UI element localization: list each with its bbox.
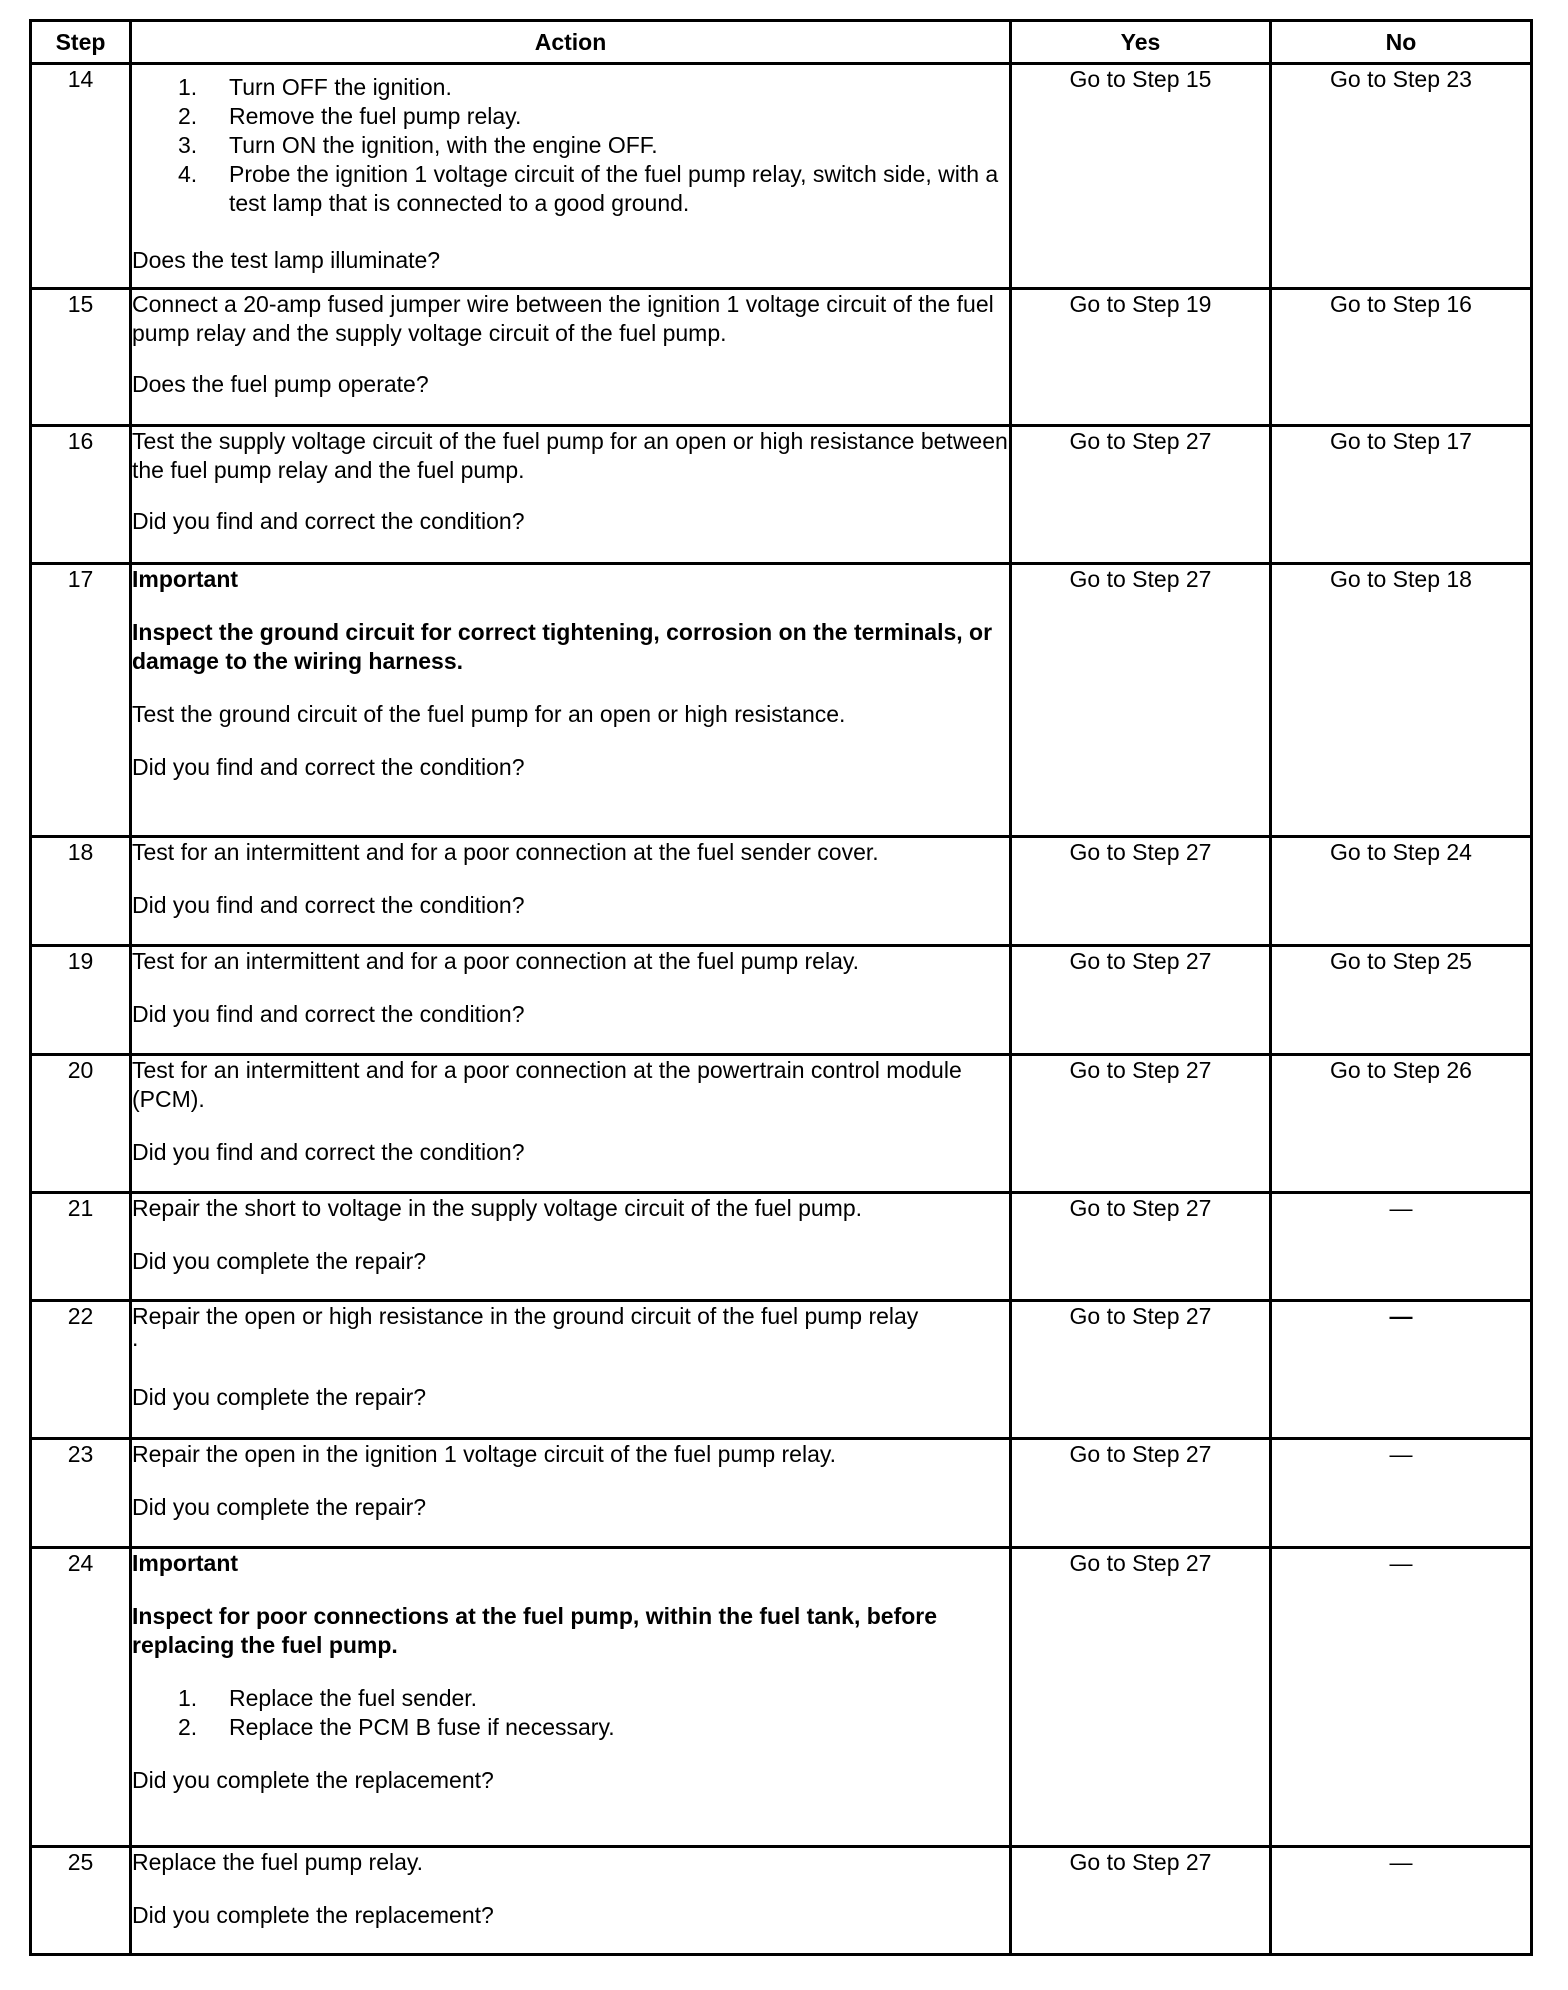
no-cell: Go to Step 18 [1271,564,1532,837]
question-text: Did you complete the replacement? [132,1902,494,1928]
action-cell [131,837,1011,946]
action-text: Test for an intermittent and for a poor connection at the powertrain control module (PCM). [132,1057,962,1112]
table-row-step-23 [31,1439,1532,1548]
important-label: Important [132,566,239,592]
yes-cell: Go to Step 27 [1011,1301,1271,1439]
list-item: 1. Turn OFF the ignition. [178,74,452,100]
header-no: No [1271,21,1532,64]
yes-cell: Go to Step 27 [1011,1847,1271,1955]
list-item: 2. Replace the PCM B fuse if necessary. [178,1714,615,1740]
numbered-list [132,1684,1009,1742]
step-number: 16 [31,426,131,564]
action-cell [131,1847,1011,1955]
question-text: Did you find and correct the condition? [132,1001,525,1027]
action-cell [131,1439,1011,1548]
step-number: 18 [31,837,131,946]
diagnostic-table [29,19,1533,1956]
action-text: Test for an intermittent and for a poor connection at the fuel sender cover. [132,839,879,865]
no-cell: Go to Step 16 [1271,289,1532,426]
yes-cell: Go to Step 19 [1011,289,1271,426]
no-cell: — [1271,1193,1532,1301]
table-row-step-21 [31,1193,1532,1301]
table-row-step-14 [31,64,1532,289]
table-row-step-25 [31,1847,1532,1955]
question-text: Does the test lamp illuminate? [132,247,441,273]
step-number: 22 [31,1301,131,1439]
no-cell: — [1271,1439,1532,1548]
list-item: 3. Turn ON the ignition, with the engine OFF. [178,132,658,158]
list-item: 4. Probe the ignition 1 voltage circuit of the fuel pump relay, switch side, with a test lamp that is connected to a good ground. [178,161,999,216]
question-text: Did you complete the repair? [132,1494,427,1520]
question-text: Did you complete the repair? [132,1248,427,1274]
action-cell [131,64,1011,289]
question-text: Did you complete the replacement? [132,1767,494,1793]
action-cell [131,289,1011,426]
important-label: Important [132,1550,239,1576]
action-text: Test the supply voltage circuit of the fuel pump for an open or high resistance between the fuel pump relay and the fuel pump. [132,428,1008,483]
action-text: Replace the fuel pump relay. [132,1849,424,1875]
list-item: 2. Remove the fuel pump relay. [178,103,522,129]
no-cell: Go to Step 25 [1271,946,1532,1055]
table-row-step-17 [31,564,1532,837]
table-row-step-15 [31,289,1532,426]
table-row-step-18 [31,837,1532,946]
table-row-step-24 [31,1548,1532,1847]
header-action: Action [131,21,1011,64]
action-cell [131,564,1011,837]
step-number: 20 [31,1055,131,1193]
question-text: Did you find and correct the condition? [132,508,525,534]
header-yes: Yes [1011,21,1271,64]
question-text: Did you complete the repair? [132,1384,427,1410]
action-text: Repair the open in the ignition 1 voltage circuit of the fuel pump relay. [132,1441,837,1467]
action-text: Test for an intermittent and for a poor connection at the fuel pump relay. [132,948,860,974]
no-cell: Go to Step 26 [1271,1055,1532,1193]
action-cell [131,1055,1011,1193]
question-text: Did you find and correct the condition? [132,754,525,780]
question-text: Does the fuel pump operate? [132,371,429,397]
step-number: 15 [31,289,131,426]
no-cell: Go to Step 24 [1271,837,1532,946]
step-number: 23 [31,1439,131,1548]
no-cell: Go to Step 23 [1271,64,1532,289]
table-row-step-22 [31,1301,1532,1439]
action-text: Test the ground circuit of the fuel pump for an open or high resistance. [132,701,846,727]
yes-cell: Go to Step 27 [1011,1548,1271,1847]
yes-cell: Go to Step 27 [1011,837,1271,946]
yes-cell: Go to Step 27 [1011,564,1271,837]
action-text-continued: . [132,1325,139,1351]
table-header-row [31,21,1532,64]
list-item: 1. Replace the fuel sender. [178,1685,478,1711]
yes-cell: Go to Step 27 [1011,1439,1271,1548]
yes-cell: Go to Step 27 [1011,1193,1271,1301]
question-text: Did you find and correct the condition? [132,1139,525,1165]
no-cell: Go to Step 17 [1271,426,1532,564]
action-cell [131,1301,1011,1439]
table-row-step-20 [31,1055,1532,1193]
yes-cell: Go to Step 15 [1011,64,1271,289]
important-text: Inspect for poor connections at the fuel pump, within the fuel tank, before replacing the fuel pump. [132,1603,938,1658]
action-text: Repair the short to voltage in the supply voltage circuit of the fuel pump. [132,1195,863,1221]
no-cell: — [1271,1548,1532,1847]
no-cell: — [1271,1301,1532,1439]
action-text: Repair the open or high resistance in the ground circuit of the fuel pump relay [132,1303,919,1329]
header-step: Step [31,21,131,64]
step-number: 21 [31,1193,131,1301]
action-cell [131,1193,1011,1301]
numbered-list [132,73,1009,218]
question-text: Did you find and correct the condition? [132,892,525,918]
action-text: Connect a 20-amp fused jumper wire between the ignition 1 voltage circuit of the fuel pump relay and the supply voltage circuit of the fuel pump. [132,291,994,346]
no-cell: — [1271,1847,1532,1955]
action-cell [131,1548,1011,1847]
yes-cell: Go to Step 27 [1011,946,1271,1055]
yes-cell: Go to Step 27 [1011,1055,1271,1193]
important-text: Inspect the ground circuit for correct tightening, corrosion on the terminals, or damage to the wiring harness. [132,619,993,674]
action-cell [131,946,1011,1055]
action-cell [131,426,1011,564]
step-number: 25 [31,1847,131,1955]
step-number: 24 [31,1548,131,1847]
table-row-step-16 [31,426,1532,564]
step-number: 19 [31,946,131,1055]
step-number: 14 [31,64,131,289]
table-row-step-19 [31,946,1532,1055]
yes-cell: Go to Step 27 [1011,426,1271,564]
step-number: 17 [31,564,131,837]
